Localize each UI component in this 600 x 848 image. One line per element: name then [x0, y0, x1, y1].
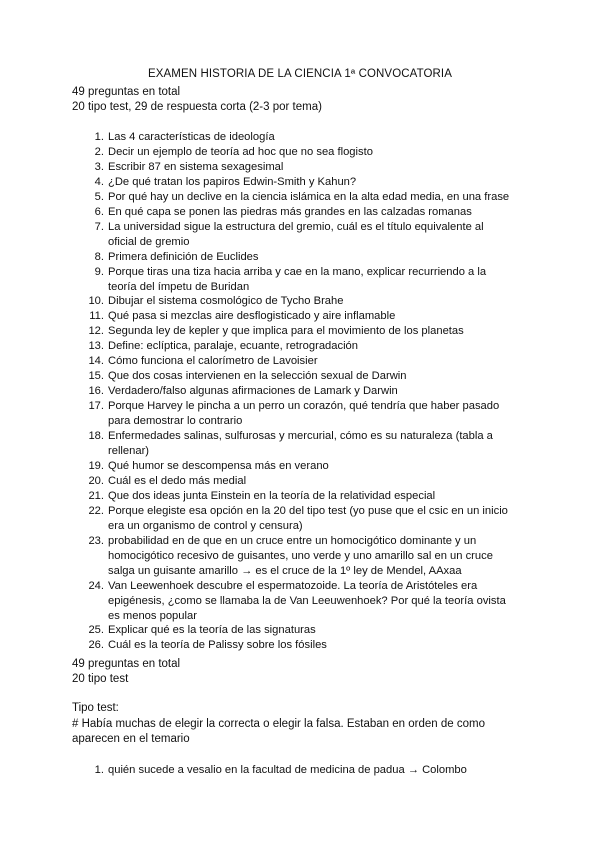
- question-number: 14.: [88, 355, 104, 368]
- question-text: Escribir 87 en sistema sexagesimal: [108, 160, 284, 173]
- question-text: Las 4 características de ideología: [108, 131, 275, 143]
- question-number: 20.: [88, 474, 104, 487]
- question-item: [72, 429, 512, 459]
- test-section-heading: Tipo test:: [72, 702, 119, 714]
- question-item: [72, 145, 512, 160]
- question-number: 18.: [88, 430, 104, 443]
- question-number: 1.: [94, 131, 104, 143]
- question-number: 6.: [94, 205, 104, 218]
- question-item: [72, 160, 512, 175]
- question-number: 21.: [88, 489, 104, 502]
- question-item: [72, 504, 512, 534]
- question-text: Primera definición de Euclides: [108, 250, 259, 263]
- question-text: La universidad sigue la estructura del gremio, cuál es el título equivalente al oficial de gremio: [108, 220, 484, 248]
- question-number: 10.: [88, 295, 104, 308]
- question-number: 26.: [88, 639, 104, 652]
- question-item: [72, 250, 512, 265]
- question-text: ¿De qué tratan los papiros Edwin-Smith y Kahun?: [108, 175, 357, 188]
- question-item: [72, 623, 512, 638]
- question-text: Porque elegiste esa opción en la 20 del tipo test (yo puse que el csic en un inicio era un organismo de control y censura): [108, 504, 508, 532]
- question-text: Cuál es el dedo más medial: [108, 474, 247, 487]
- question-item: [72, 638, 512, 653]
- question-number: 8.: [94, 250, 104, 263]
- question-text: Qué pasa si mezclas aire desflogisticado y aire inflamable: [108, 310, 396, 323]
- question-number: 12.: [88, 325, 104, 338]
- question-text: Porque Harvey le pincha a un perro un corazón, qué tendría que haber pasado para demostrar lo contrario: [108, 400, 500, 428]
- question-item: [72, 205, 512, 220]
- question-number: 19.: [88, 459, 104, 472]
- question-text: Segunda ley de kepler y que implica para el movimiento de los planetas: [108, 325, 464, 338]
- question-item: [72, 399, 512, 429]
- question-item: [72, 369, 512, 384]
- question-text: Explicar qué es la teoría de las signaturas: [108, 624, 316, 637]
- question-text: Define: eclíptica, paralaje, ecuante, retrogradación: [108, 340, 359, 353]
- question-number: 4.: [94, 175, 104, 188]
- question-text: En qué capa se ponen las piedras más grandes en las calzadas romanas: [108, 205, 472, 218]
- question-text: Dibujar el sistema cosmológico de Tycho Brahe: [108, 295, 344, 308]
- question-text: probabilidad en de que en un cruce entre un homocigótico dominante y un homocigótico recesivo de guisantes, uno verde y uno amarillo sal en un cruce salga un guisante amarillo → es el cruce de la 1º ley de Mendel, AAxaa: [108, 534, 493, 577]
- test-section-note: # Había muchas de elegir la correcta o elegir la falsa. Estaban en orden de como aparecen en el temario: [72, 718, 485, 745]
- question-item: [72, 384, 512, 399]
- question-item: [72, 763, 512, 778]
- question-item: [72, 324, 512, 339]
- intro-question-breakdown: 20 tipo test, 29 de respuesta corta (2-3 por tema): [72, 101, 322, 113]
- question-number: 22.: [88, 504, 104, 517]
- question-item: [72, 474, 512, 489]
- question-item: [72, 220, 512, 250]
- section2-total-questions: 49 preguntas en total: [72, 658, 181, 670]
- question-item: [72, 130, 512, 145]
- intro-total-questions: 49 preguntas en total: [72, 86, 181, 98]
- question-text: Que dos cosas intervienen en la selección sexual de Darwin: [108, 370, 407, 383]
- question-number: 5.: [94, 190, 104, 203]
- question-item: [72, 339, 512, 354]
- exam-title: EXAMEN HISTORIA DE LA CIENCIA 1ª CONVOCATORIA: [148, 68, 452, 80]
- question-number: 2.: [94, 145, 104, 158]
- question-number: 1.: [94, 764, 104, 776]
- question-text: Verdadero/falso algunas afirmaciones de Lamark y Darwin: [108, 385, 398, 398]
- question-item: [72, 354, 512, 369]
- question-text: Qué humor se descompensa más en verano: [108, 459, 329, 472]
- question-text: Que dos ideas junta Einstein en la teoría de la relatividad especial: [108, 489, 436, 502]
- question-number: 23.: [88, 534, 104, 547]
- question-number: 11.: [89, 310, 104, 323]
- question-number: 13.: [88, 340, 104, 353]
- question-number: 3.: [94, 160, 104, 173]
- question-item: [72, 489, 512, 504]
- question-item: [72, 190, 512, 205]
- test-question-list: [72, 763, 512, 778]
- question-text: Van Leewenhoek descubre el espermatozoide. La teoría de Aristóteles era epigénesis, ¿como se llamaba la de Van Leeuwenhoek? Por qué la teoría ovista es menos popular: [108, 579, 506, 622]
- question-item: [72, 309, 512, 324]
- question-item: [72, 579, 512, 624]
- question-text: quién sucede a vesalio en la facultad de medicina de padua → Colombo: [108, 764, 467, 776]
- question-number: 25.: [88, 624, 104, 637]
- question-number: 17.: [88, 400, 104, 413]
- question-number: 9.: [94, 265, 104, 278]
- question-item: [72, 534, 512, 579]
- question-text: Por qué hay un declive en la ciencia islámica en la alta edad media, en una frase: [108, 190, 510, 203]
- question-text: Enfermedades salinas, sulfurosas y mercurial, cómo es su naturaleza (tabla a rellenar): [108, 430, 493, 458]
- question-text: Cuál es la teoría de Palissy sobre los fósiles: [108, 639, 327, 652]
- section2-test-count: 20 tipo test: [72, 673, 129, 685]
- question-number: 7.: [94, 220, 104, 233]
- question-item: [72, 459, 512, 474]
- question-text: Decir un ejemplo de teoría ad hoc que no sea flogisto: [108, 145, 373, 158]
- question-item: [72, 175, 512, 190]
- question-number: 15.: [88, 370, 104, 383]
- question-number: 24.: [88, 579, 104, 592]
- question-item: [72, 265, 512, 295]
- question-item: [72, 294, 512, 309]
- question-number: 16.: [88, 385, 104, 398]
- question-text: Porque tiras una tiza hacia arriba y cae en la mano, explicar recurriendo a la teoría del ímpetu de Buridan: [108, 265, 487, 293]
- question-text: Cómo funciona el calorímetro de Lavoisier: [108, 355, 318, 368]
- short-answer-question-list: [72, 130, 512, 653]
